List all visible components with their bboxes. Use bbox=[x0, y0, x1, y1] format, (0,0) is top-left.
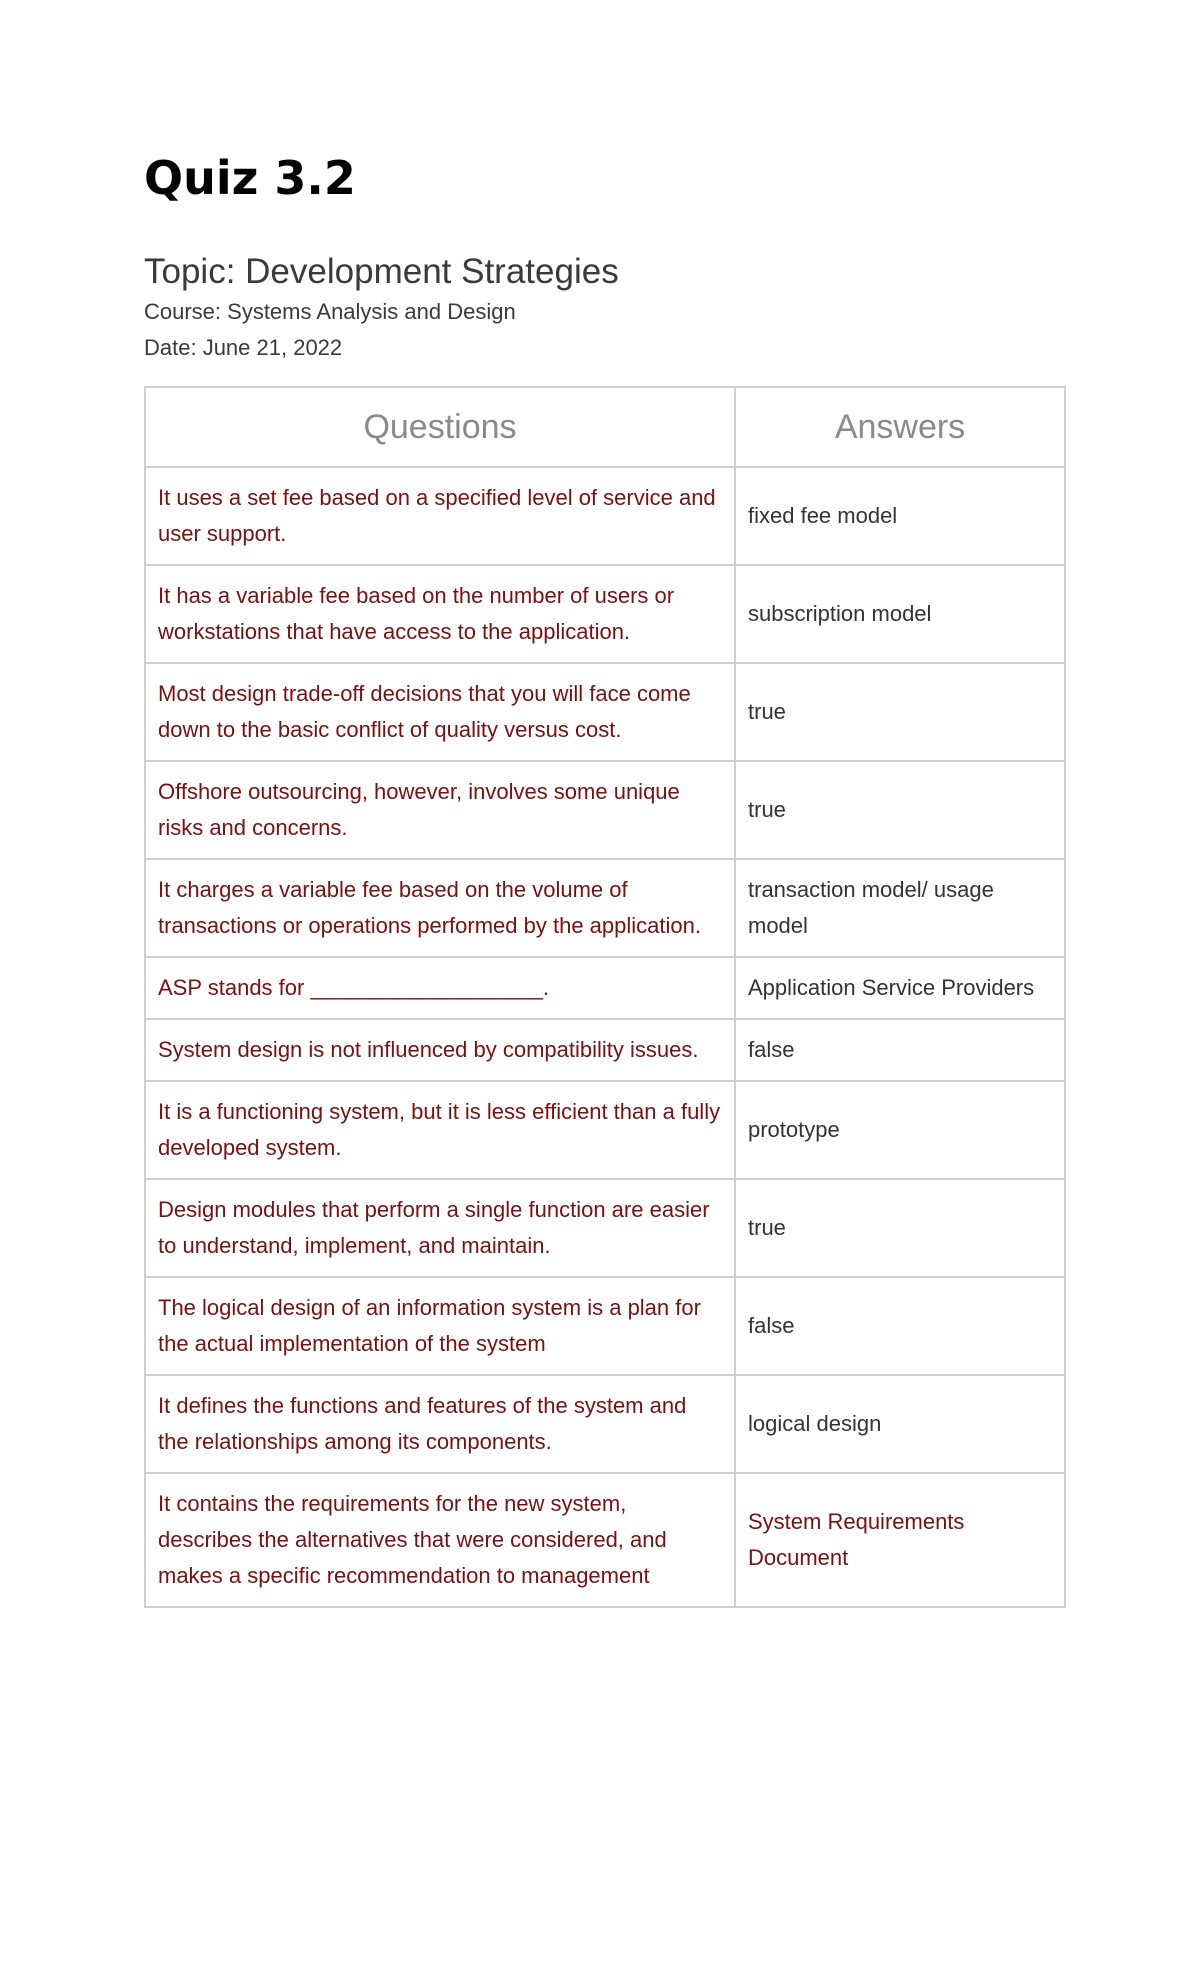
question-cell: It is a functioning system, but it is less efficient than a fully developed system. bbox=[145, 1081, 735, 1179]
topic-heading: Topic: Development Strategies bbox=[144, 252, 619, 291]
table-row bbox=[145, 859, 1065, 957]
question-cell: It has a variable fee based on the number of users or workstations that have access to the application. bbox=[145, 565, 735, 663]
answer-cell: false bbox=[735, 1277, 1065, 1375]
answer-cell: false bbox=[735, 1019, 1065, 1081]
answer-cell: true bbox=[735, 663, 1065, 761]
answer-cell: fixed fee model bbox=[735, 467, 1065, 565]
question-cell: It contains the requirements for the new system, describes the alternatives that were considered, and makes a specific recommendation to management bbox=[145, 1473, 735, 1607]
answer-cell: true bbox=[735, 761, 1065, 859]
page-title: Quiz 3.2 bbox=[144, 151, 356, 205]
question-cell: Offshore outsourcing, however, involves some unique risks and concerns. bbox=[145, 761, 735, 859]
table-row bbox=[145, 663, 1065, 761]
question-cell: ASP stands for ___________________. bbox=[145, 957, 735, 1019]
table-row bbox=[145, 565, 1065, 663]
question-cell: Most design trade-off decisions that you will face come down to the basic conflict of quality versus cost. bbox=[145, 663, 735, 761]
answer-cell: Application Service Providers bbox=[735, 957, 1065, 1019]
table-header-row bbox=[145, 387, 1065, 467]
table-row bbox=[145, 1179, 1065, 1277]
answer-cell: prototype bbox=[735, 1081, 1065, 1179]
quiz-table bbox=[144, 386, 1066, 1608]
table-row bbox=[145, 1277, 1065, 1375]
answer-cell: transaction model/ usage model bbox=[735, 859, 1065, 957]
question-cell: Design modules that perform a single function are easier to understand, implement, and maintain. bbox=[145, 1179, 735, 1277]
date-line: Date: June 21, 2022 bbox=[144, 335, 343, 360]
answers-column-header: Answers bbox=[735, 387, 1065, 467]
answer-cell: logical design bbox=[735, 1375, 1065, 1473]
question-cell: It uses a set fee based on a specified level of service and user support. bbox=[145, 467, 735, 565]
table-row bbox=[145, 1019, 1065, 1081]
table-row bbox=[145, 761, 1065, 859]
question-cell: It charges a variable fee based on the volume of transactions or operations performed by the application. bbox=[145, 859, 735, 957]
table-row bbox=[145, 957, 1065, 1019]
table-row bbox=[145, 1081, 1065, 1179]
document-page bbox=[144, 148, 1064, 1608]
table-row bbox=[145, 467, 1065, 565]
answer-cell: true bbox=[735, 1179, 1065, 1277]
answer-cell: subscription model bbox=[735, 565, 1065, 663]
table-row bbox=[145, 1473, 1065, 1607]
table-row bbox=[145, 1375, 1065, 1473]
answer-cell: System Requirements Document bbox=[735, 1473, 1065, 1607]
question-cell: It defines the functions and features of the system and the relationships among its components. bbox=[145, 1375, 735, 1473]
question-cell: The logical design of an information system is a plan for the actual implementation of the system bbox=[145, 1277, 735, 1375]
questions-column-header: Questions bbox=[145, 387, 735, 467]
question-cell: System design is not influenced by compatibility issues. bbox=[145, 1019, 735, 1081]
course-line: Course: Systems Analysis and Design bbox=[144, 299, 516, 324]
